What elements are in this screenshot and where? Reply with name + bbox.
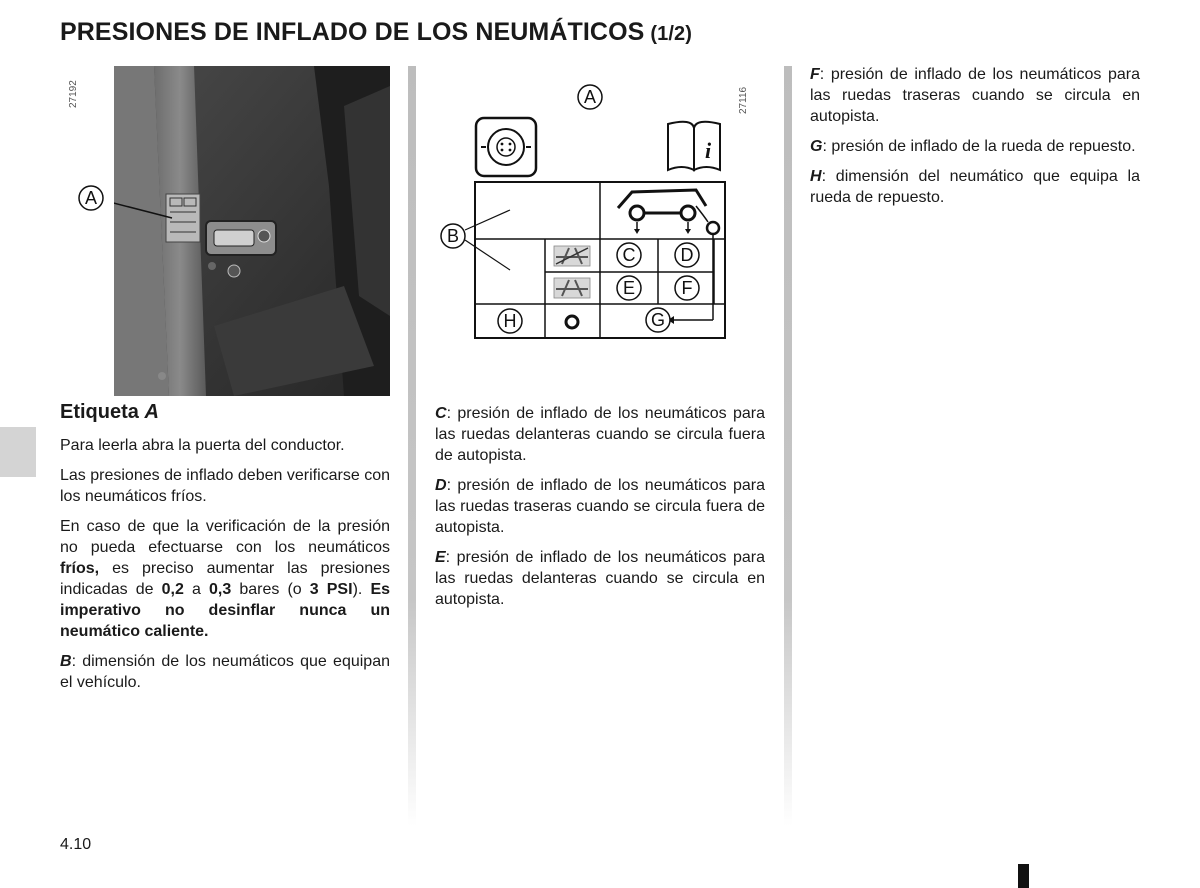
no-motorway-icon bbox=[554, 246, 590, 266]
spare-wheel-icon bbox=[566, 316, 578, 328]
callout-a-label: A bbox=[583, 87, 597, 107]
door-label-photo bbox=[114, 66, 390, 396]
callout-d bbox=[675, 243, 699, 267]
tyre-valve-icon bbox=[476, 118, 536, 176]
section-heading: Etiqueta A bbox=[60, 401, 159, 423]
paragraph-h: H: dimensión del neumático que equipa la rueda de repuesto. bbox=[810, 168, 1140, 206]
paragraph-f: F: presión de inflado de los neumáticos para las ruedas traseras cuando se circula en autopista. bbox=[810, 66, 1140, 125]
tyre-label-diagram bbox=[434, 66, 764, 366]
callout-h-label: H bbox=[503, 311, 517, 331]
callout-f-label: F bbox=[681, 278, 693, 298]
paragraph-d: D: presión de inflado de los neumáticos para las ruedas traseras cuando se circula fuera de autopista. bbox=[435, 477, 765, 536]
callout-f bbox=[675, 276, 699, 300]
column-divider-1 bbox=[408, 66, 416, 826]
page-title bbox=[60, 18, 692, 47]
paragraph-b: B: dimensión de los neumáticos que equipan el vehículo. bbox=[60, 653, 390, 691]
motorway-icon bbox=[554, 278, 590, 298]
diagram-reference-code: 27116 bbox=[738, 86, 749, 114]
callout-e-label: E bbox=[622, 278, 636, 298]
callout-a bbox=[578, 85, 602, 109]
paragraph-open-door: Para leerla abra la puerta del conductor. bbox=[60, 437, 345, 454]
callout-b-label: B bbox=[446, 226, 460, 246]
callout-c-label: C bbox=[622, 245, 636, 265]
section-heading-label: A bbox=[144, 401, 159, 423]
paragraph-pressure-adjust: En caso de que la verificación de la presión no pueda efectuarse con los neumáticos fríos, es preciso aumentar las presiones indicadas de 0,2 a 0,3 bares (o 3 PSI). Es imperativo no desinflar nunca un neumático caliente. bbox=[60, 518, 391, 640]
paragraph-e: E: presión de inflado de los neumáticos para las ruedas delanteras cuando se circula en autopista. bbox=[435, 549, 765, 608]
left-column bbox=[60, 435, 390, 702]
callout-h bbox=[498, 309, 522, 333]
middle-column bbox=[435, 403, 765, 619]
paragraph-cold-tyres: Las presiones de inflado deben verificarse con los neumáticos fríos. bbox=[60, 467, 390, 505]
callout-a-photo-label: A bbox=[84, 188, 98, 208]
callout-e bbox=[617, 276, 641, 300]
hot-tyre-warning: Es imperativo no desinflar nunca un neumático caliente. bbox=[60, 581, 391, 640]
page-part: (1/2) bbox=[650, 23, 693, 45]
page-title-text: PRESIONES DE INFLADO DE LOS NEUMÁTICOS bbox=[60, 18, 645, 46]
callout-c bbox=[617, 243, 641, 267]
page-number: 4.10 bbox=[60, 836, 92, 853]
car-profile-icon bbox=[618, 190, 719, 234]
column-divider-2 bbox=[784, 66, 792, 826]
paragraph-g: G: presión de inflado de la rueda de repuesto. bbox=[810, 138, 1136, 155]
section-tab bbox=[0, 427, 36, 477]
svg-text:i: i bbox=[704, 138, 712, 163]
callout-d-label: D bbox=[680, 245, 694, 265]
paragraph-c: C: presión de inflado de los neumáticos para las ruedas delanteras cuando se circula fuera de autopista. bbox=[435, 405, 765, 464]
page-edge-marker bbox=[1018, 864, 1029, 888]
callout-a-photo bbox=[76, 184, 116, 224]
callout-g-label: G bbox=[650, 310, 666, 330]
photo-reference-code: 27192 bbox=[68, 80, 79, 108]
handbook-info-icon bbox=[668, 122, 720, 170]
right-column bbox=[810, 64, 1140, 217]
